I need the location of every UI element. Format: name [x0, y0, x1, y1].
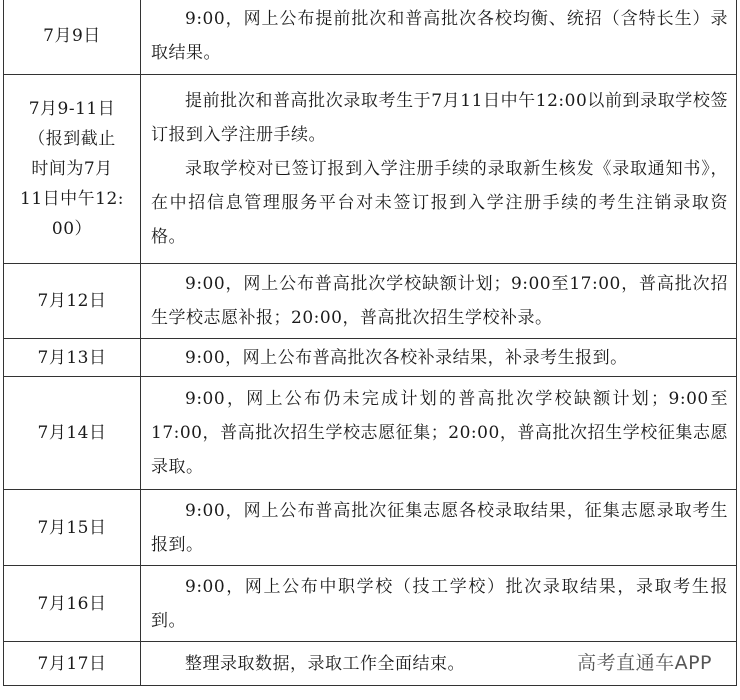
description-paragraph: 提前批次和普高批次录取考生于7月11日中午12:00以前到录取学校签订报到入学注册手续。	[151, 91, 728, 145]
date-cell	[4, 339, 141, 377]
description-paragraph: 9:00，网上公布中职学校（技工学校）批次录取结果，录取考生报到。	[151, 576, 728, 631]
date-text: 7月16日	[37, 593, 107, 614]
table-row	[4, 566, 737, 642]
description-cell	[141, 75, 737, 264]
date-text: 7月17日	[37, 653, 107, 674]
table-row	[4, 0, 737, 75]
date-text: （报到截止	[28, 129, 116, 149]
table-row	[4, 490, 737, 566]
date-text: 7月12日	[37, 291, 107, 311]
description-paragraph: 9:00，网上公布普高批次征集志愿各校录取结果，征集志愿录取考生报到。	[151, 500, 728, 555]
table-row	[4, 75, 737, 264]
description-cell	[141, 0, 737, 75]
date-cell	[4, 490, 141, 566]
date-cell	[4, 642, 141, 686]
table-row	[4, 339, 737, 377]
app-watermark: 高考直通车APP	[577, 652, 712, 674]
description-paragraph: 9:00，网上公布提前批次和普高批次各校均衡、统招（含特长生）录取结果。	[151, 9, 728, 63]
description-paragraph: 整理录取数据，录取工作全面结束。	[185, 653, 465, 674]
table-row	[4, 264, 737, 339]
description-cell	[141, 566, 737, 642]
description-cell	[141, 339, 737, 377]
date-text: 7月13日	[37, 347, 107, 368]
date-text: 7月14日	[37, 423, 107, 443]
description-paragraph: 9:00，网上公布仍未完成计划的普高批次学校缺额计划；9:00至17:00，普高批次招生学校志愿征集；20:00，普高批次招生学校征集志愿录取。	[151, 389, 728, 477]
date-cell	[4, 0, 141, 75]
date-cell	[4, 566, 141, 642]
admission-schedule-table	[3, 0, 737, 686]
description-paragraph: 9:00，网上公布普高批次学校缺额计划；9:00至17:00，普高批次招生学校志愿补报；20:00，普高批次招生学校补录。	[151, 274, 728, 328]
table-body	[4, 0, 737, 686]
description-cell	[141, 377, 737, 490]
description-paragraph: 录取学校对已签订报到入学注册手续的录取新生核发《录取通知书》，在中招信息管理服务平台对未签订报到入学注册手续的考生注销录取资格。	[151, 159, 728, 247]
description-paragraph: 9:00，网上公布普高批次各校补录结果，补录考生报到。	[185, 347, 628, 368]
date-cell	[4, 75, 141, 264]
date-text: 时间为7月	[31, 159, 113, 179]
table-row	[4, 377, 737, 490]
description-cell	[141, 490, 737, 566]
date-text: 00）	[51, 219, 93, 239]
date-text: 11日中午12:	[20, 189, 124, 209]
date-cell	[4, 377, 141, 490]
date-text: 7月15日	[37, 517, 107, 538]
date-cell	[4, 264, 141, 339]
description-cell	[141, 264, 737, 339]
date-text: 7月9日	[43, 26, 101, 46]
date-text: 7月9-11日	[28, 99, 116, 119]
